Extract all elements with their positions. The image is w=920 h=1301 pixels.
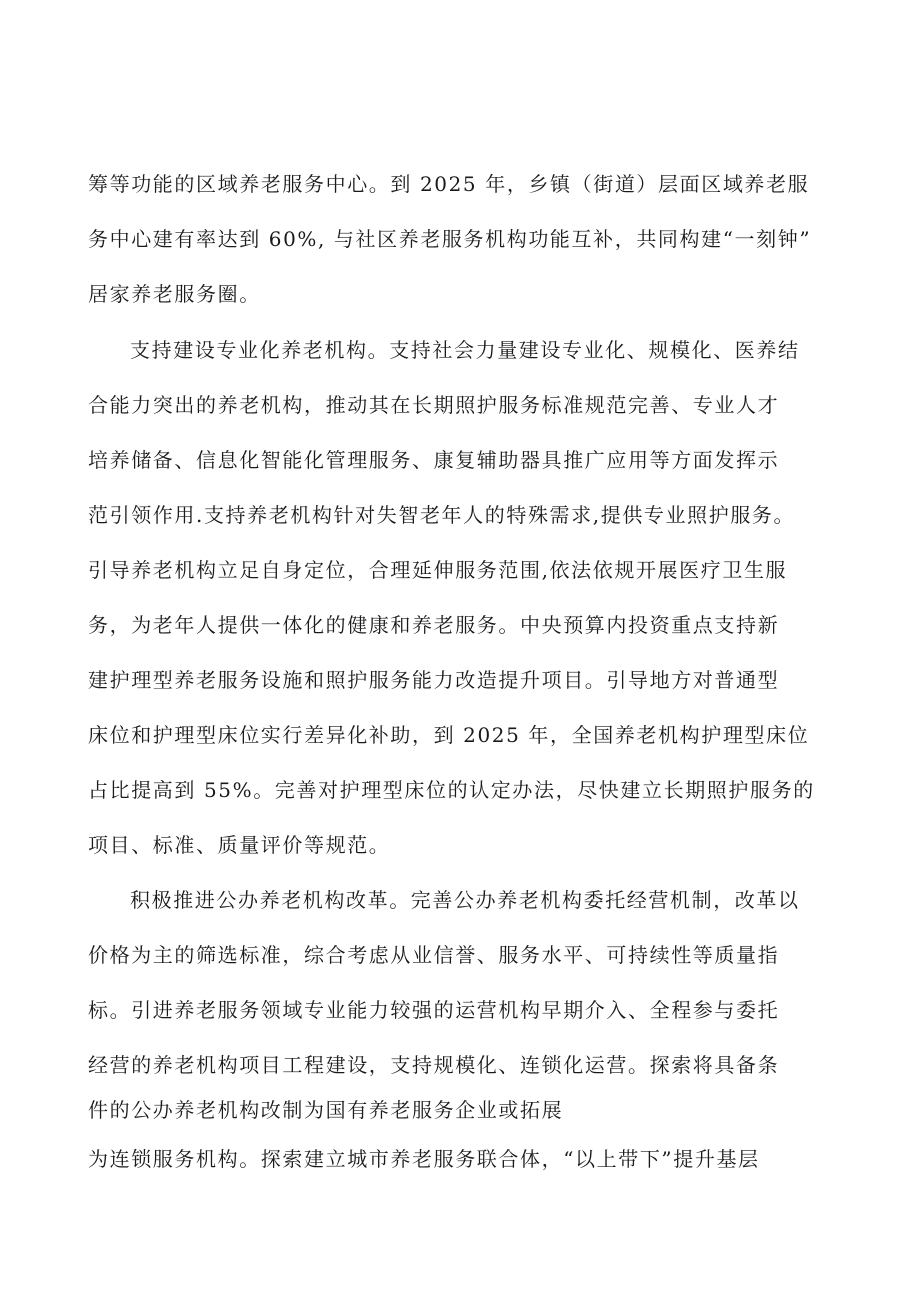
- paragraph-intro-line-1: 筹等功能的区域养老服务中心。到 2025 年，乡镇（街道）层面区域养老服: [88, 172, 810, 196]
- paragraph-reform-line-1: 积极推进公办养老机构改革。完善公办养老机构委托经营机制，改革以: [130, 888, 800, 912]
- paragraph-professional-line-9: 占比提高到 55%。完善对护理型床位的认定办法，尽快建立长期照护服务的: [88, 778, 815, 802]
- paragraph-intro-line-2: 务中心建有率达到 60%, 与社区养老服务机构功能互补，共同构建“一刻钟”: [88, 227, 812, 251]
- paragraph-professional-line-7: 建护理型养老服务设施和照护服务能力改造提升项目。引导地方对普通型: [88, 668, 780, 692]
- paragraph-reform-line-2: 价格为主的筛选标准，综合考虑从业信誉、服务水平、可持续性等质量指: [88, 943, 780, 967]
- paragraph-intro-line-3: 居家养老服务圈。: [88, 282, 261, 306]
- paragraph-professional-line-3: 培养储备、信息化智能化管理服务、康复辅助器具推广应用等方面发挥示: [88, 448, 780, 472]
- paragraph-professional-line-2: 合能力突出的养老机构，推动其在长期照护服务标准规范完善、专业人才: [88, 393, 780, 417]
- paragraph-professional-line-4: 范引领作用.支持养老机构针对失智老年人的特殊需求,提供专业照护服务。: [88, 503, 796, 527]
- paragraph-reform-line-4: 经营的养老机构项目工程建设，支持规模化、连锁化运营。探索将具备条: [88, 1053, 780, 1077]
- paragraph-professional-line-8: 床位和护理型床位实行差异化补助，到 2025 年，全国养老机构护理型床位: [88, 723, 810, 747]
- paragraph-professional-line-1: 支持建设专业化养老机构。支持社会力量建设专业化、规模化、医养结: [130, 338, 800, 362]
- paragraph-professional-line-6: 务，为老年人提供一体化的健康和养老服务。中央预算内投资重点支持新: [88, 613, 780, 637]
- paragraph-reform-line-5: 件的公办养老机构改制为国有养老服务企业或拓展: [88, 1098, 564, 1122]
- paragraph-reform-line-3: 标。引进养老服务领域专业能力较强的运营机构早期介入、全程参与委托: [88, 998, 780, 1022]
- paragraph-reform-line-6: 为连锁服务机构。探索建立城市养老服务联合体，“以上带下”提升基层: [88, 1147, 760, 1171]
- paragraph-professional-line-10: 项目、标准、质量评价等规范。: [88, 833, 391, 857]
- paragraph-professional-line-5: 引导养老机构立足自身定位，合理延伸服务范围,依法依规开展医疗卫生服: [88, 558, 788, 582]
